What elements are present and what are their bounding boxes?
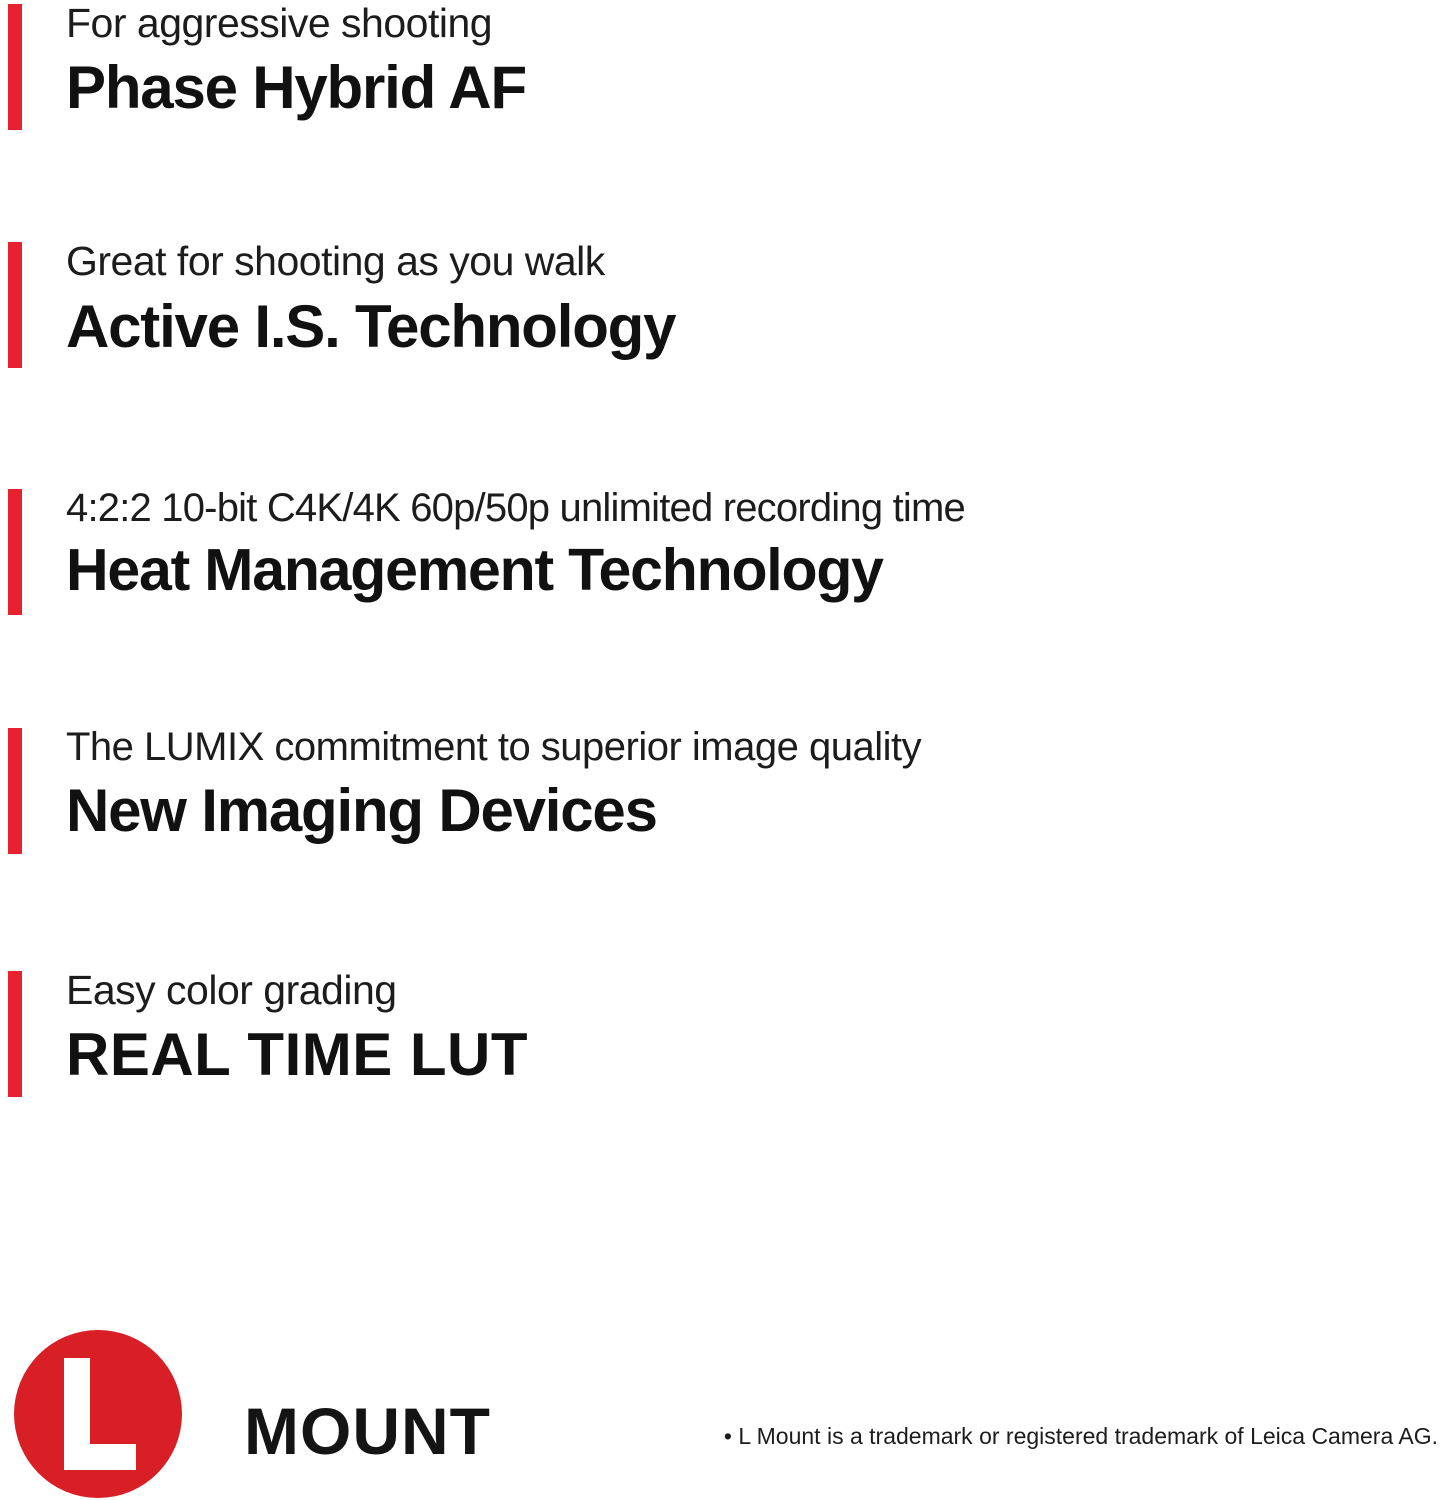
feature-kicker: The LUMIX commitment to superior image quality (66, 724, 922, 769)
feature-headline: Active I.S. Technology (66, 292, 676, 360)
feature-item-heat-management-technology (0, 483, 1454, 607)
trademark-notice: • L Mount is a trademark or registered trademark of Leica Camera AG. (723, 1423, 1438, 1449)
feature-kicker: Easy color grading (66, 967, 397, 1014)
feature-kicker: 4:2:2 10-bit C4K/4K 60p/50p unlimited recording time (66, 485, 965, 530)
footer (0, 1298, 1454, 1498)
l-mount-lockup (14, 1330, 491, 1498)
feature-headline: Heat Management Technology (66, 536, 883, 603)
feature-item-active-is-technology (0, 236, 1454, 362)
feature-kicker: Great for shooting as you walk (66, 238, 605, 285)
letter-l-glyph (64, 1358, 90, 1470)
feature-item-real-time-lut (0, 965, 1454, 1091)
feature-item-phase-hybrid-af (0, 0, 1454, 124)
feature-kicker: For aggressive shooting (66, 0, 493, 46)
feature-headline: Phase Hybrid AF (66, 54, 526, 122)
l-mount-logo-text: MOUNT (244, 1394, 491, 1468)
feature-headline: New Imaging Devices (66, 776, 657, 844)
l-mount-logo-icon (14, 1330, 182, 1498)
feature-headline: REAL TIME LUT (66, 1021, 529, 1089)
feature-item-new-imaging-devices (0, 722, 1454, 847)
